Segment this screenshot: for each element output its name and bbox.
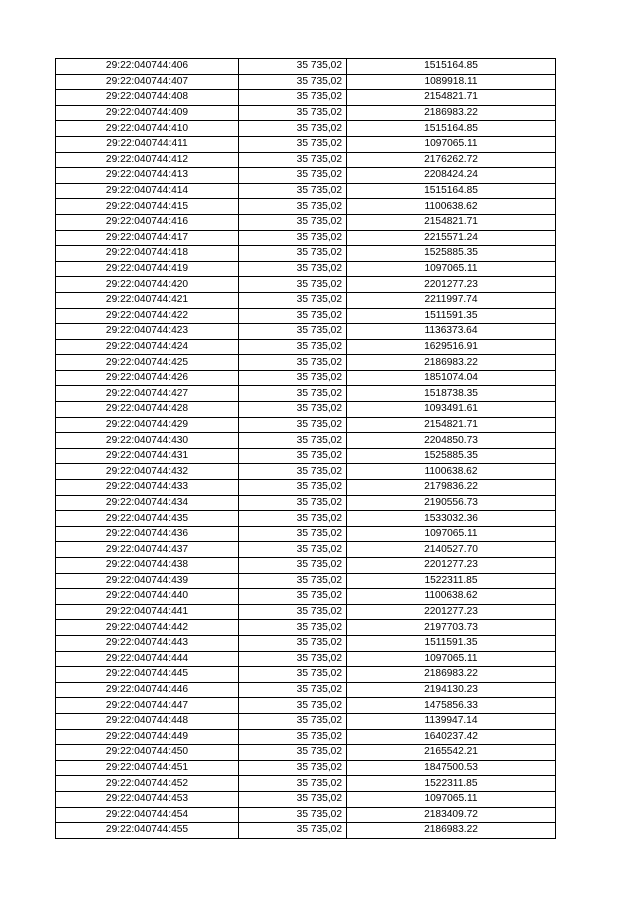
area-cell: 35 735,02: [239, 121, 347, 137]
area-cell: 35 735,02: [239, 558, 347, 574]
cadastral-number-cell: 29:22:040744:417: [56, 230, 239, 246]
cadastral-value-cell: 2190556.73: [347, 495, 556, 511]
cadastral-number-cell: 29:22:040744:438: [56, 558, 239, 574]
cadastral-number-cell: 29:22:040744:448: [56, 713, 239, 729]
cadastral-value-cell: 1515164.85: [347, 59, 556, 75]
cadastral-value-cell: 1089918.11: [347, 74, 556, 90]
area-cell: 35 735,02: [239, 199, 347, 215]
area-cell: 35 735,02: [239, 682, 347, 698]
area-cell: 35 735,02: [239, 402, 347, 418]
cadastral-value-cell: 1847500.53: [347, 760, 556, 776]
table-row: [56, 542, 556, 558]
area-cell: 35 735,02: [239, 261, 347, 277]
cadastral-value-cell: 2179836.22: [347, 480, 556, 496]
table-row: [56, 386, 556, 402]
cadastral-value-cell: 2186983.22: [347, 823, 556, 839]
cadastral-value-cell: 1136373.64: [347, 324, 556, 340]
table-row: [56, 635, 556, 651]
table-row: [56, 448, 556, 464]
area-cell: 35 735,02: [239, 214, 347, 230]
area-cell: 35 735,02: [239, 370, 347, 386]
cadastral-number-cell: 29:22:040744:442: [56, 620, 239, 636]
table-row: [56, 308, 556, 324]
table-row: [56, 495, 556, 511]
cadastral-value-cell: 1097065.11: [347, 136, 556, 152]
cadastral-value-cell: 2154821.71: [347, 214, 556, 230]
area-cell: 35 735,02: [239, 542, 347, 558]
cadastral-number-cell: 29:22:040744:425: [56, 355, 239, 371]
table-row: [56, 480, 556, 496]
table-row: [56, 230, 556, 246]
table-row: [56, 573, 556, 589]
cadastral-number-cell: 29:22:040744:422: [56, 308, 239, 324]
area-cell: 35 735,02: [239, 433, 347, 449]
cadastral-number-cell: 29:22:040744:406: [56, 59, 239, 75]
area-cell: 35 735,02: [239, 59, 347, 75]
cadastral-number-cell: 29:22:040744:411: [56, 136, 239, 152]
table-row: [56, 90, 556, 106]
table-row: [56, 760, 556, 776]
table-row: [56, 823, 556, 839]
area-cell: 35 735,02: [239, 745, 347, 761]
table-row: [56, 292, 556, 308]
cadastral-value-cell: 1851074.04: [347, 370, 556, 386]
area-cell: 35 735,02: [239, 386, 347, 402]
table-row: [56, 651, 556, 667]
area-cell: 35 735,02: [239, 308, 347, 324]
cadastral-value-cell: 1515164.85: [347, 121, 556, 137]
table-row: [56, 464, 556, 480]
area-cell: 35 735,02: [239, 355, 347, 371]
cadastral-number-cell: 29:22:040744:455: [56, 823, 239, 839]
area-cell: 35 735,02: [239, 573, 347, 589]
cadastral-number-cell: 29:22:040744:420: [56, 277, 239, 293]
area-cell: 35 735,02: [239, 635, 347, 651]
area-cell: 35 735,02: [239, 776, 347, 792]
cadastral-number-cell: 29:22:040744:451: [56, 760, 239, 776]
cadastral-value-cell: 2197703.73: [347, 620, 556, 636]
cadastral-value-table: [55, 58, 556, 839]
cadastral-number-cell: 29:22:040744:436: [56, 526, 239, 542]
cadastral-value-cell: 1629516.91: [347, 339, 556, 355]
table-row: [56, 604, 556, 620]
area-cell: 35 735,02: [239, 230, 347, 246]
area-cell: 35 735,02: [239, 90, 347, 106]
cadastral-value-cell: 1522311.85: [347, 776, 556, 792]
cadastral-value-cell: 1518738.35: [347, 386, 556, 402]
cadastral-value-cell: 2211997.74: [347, 292, 556, 308]
table-row: [56, 324, 556, 340]
table-row: [56, 433, 556, 449]
area-cell: 35 735,02: [239, 464, 347, 480]
cadastral-value-cell: 2201277.23: [347, 277, 556, 293]
table-row: [56, 682, 556, 698]
cadastral-number-cell: 29:22:040744:453: [56, 791, 239, 807]
area-cell: 35 735,02: [239, 292, 347, 308]
area-cell: 35 735,02: [239, 729, 347, 745]
table-row: [56, 105, 556, 121]
cadastral-number-cell: 29:22:040744:423: [56, 324, 239, 340]
area-cell: 35 735,02: [239, 620, 347, 636]
area-cell: 35 735,02: [239, 511, 347, 527]
cadastral-number-cell: 29:22:040744:412: [56, 152, 239, 168]
cadastral-number-cell: 29:22:040744:408: [56, 90, 239, 106]
table-row: [56, 776, 556, 792]
table-row: [56, 713, 556, 729]
cadastral-number-cell: 29:22:040744:416: [56, 214, 239, 230]
cadastral-value-cell: 1533032.36: [347, 511, 556, 527]
cadastral-number-cell: 29:22:040744:449: [56, 729, 239, 745]
area-cell: 35 735,02: [239, 246, 347, 262]
table-row: [56, 355, 556, 371]
area-cell: 35 735,02: [239, 807, 347, 823]
table-row: [56, 152, 556, 168]
table-row: [56, 417, 556, 433]
table-row: [56, 620, 556, 636]
cadastral-number-cell: 29:22:040744:414: [56, 183, 239, 199]
table-row: [56, 246, 556, 262]
cadastral-value-cell: 1522311.85: [347, 573, 556, 589]
cadastral-value-cell: 1139947.14: [347, 713, 556, 729]
area-cell: 35 735,02: [239, 651, 347, 667]
cadastral-number-cell: 29:22:040744:431: [56, 448, 239, 464]
cadastral-number-cell: 29:22:040744:421: [56, 292, 239, 308]
table-row: [56, 791, 556, 807]
cadastral-number-cell: 29:22:040744:434: [56, 495, 239, 511]
table-row: [56, 339, 556, 355]
table-row: [56, 74, 556, 90]
area-cell: 35 735,02: [239, 713, 347, 729]
area-cell: 35 735,02: [239, 526, 347, 542]
table-row: [56, 214, 556, 230]
cadastral-number-cell: 29:22:040744:444: [56, 651, 239, 667]
cadastral-number-cell: 29:22:040744:437: [56, 542, 239, 558]
cadastral-value-cell: 1100638.62: [347, 589, 556, 605]
cadastral-value-cell: 2186983.22: [347, 667, 556, 683]
table-row: [56, 121, 556, 137]
cadastral-number-cell: 29:22:040744:452: [56, 776, 239, 792]
table-row: [56, 59, 556, 75]
cadastral-number-cell: 29:22:040744:419: [56, 261, 239, 277]
cadastral-value-cell: 2186983.22: [347, 355, 556, 371]
cadastral-value-cell: 2154821.71: [347, 90, 556, 106]
area-cell: 35 735,02: [239, 791, 347, 807]
table-row: [56, 183, 556, 199]
area-cell: 35 735,02: [239, 168, 347, 184]
cadastral-value-cell: 1515164.85: [347, 183, 556, 199]
cadastral-value-cell: 2183409.72: [347, 807, 556, 823]
area-cell: 35 735,02: [239, 74, 347, 90]
cadastral-value-cell: 1097065.11: [347, 261, 556, 277]
cadastral-number-cell: 29:22:040744:409: [56, 105, 239, 121]
cadastral-number-cell: 29:22:040744:433: [56, 480, 239, 496]
cadastral-value-cell: 1097065.11: [347, 651, 556, 667]
cadastral-number-cell: 29:22:040744:426: [56, 370, 239, 386]
cadastral-number-cell: 29:22:040744:410: [56, 121, 239, 137]
cadastral-value-cell: 1093491.61: [347, 402, 556, 418]
cadastral-number-cell: 29:22:040744:446: [56, 682, 239, 698]
cadastral-number-cell: 29:22:040744:429: [56, 417, 239, 433]
cadastral-number-cell: 29:22:040744:450: [56, 745, 239, 761]
area-cell: 35 735,02: [239, 152, 347, 168]
table-row: [56, 277, 556, 293]
table-row: [56, 526, 556, 542]
cadastral-value-cell: 2204850.73: [347, 433, 556, 449]
area-cell: 35 735,02: [239, 339, 347, 355]
table-row: [56, 558, 556, 574]
cadastral-number-cell: 29:22:040744:427: [56, 386, 239, 402]
area-cell: 35 735,02: [239, 105, 347, 121]
table-body: [56, 59, 556, 839]
cadastral-value-cell: 2201277.23: [347, 604, 556, 620]
area-cell: 35 735,02: [239, 667, 347, 683]
cadastral-value-cell: 2165542.21: [347, 745, 556, 761]
cadastral-value-cell: 1097065.11: [347, 791, 556, 807]
area-cell: 35 735,02: [239, 480, 347, 496]
table-row: [56, 402, 556, 418]
cadastral-number-cell: 29:22:040744:435: [56, 511, 239, 527]
table-row: [56, 199, 556, 215]
table-row: [56, 168, 556, 184]
cadastral-value-cell: 1100638.62: [347, 199, 556, 215]
cadastral-value-cell: 2194130.23: [347, 682, 556, 698]
area-cell: 35 735,02: [239, 823, 347, 839]
table-row: [56, 729, 556, 745]
cadastral-number-cell: 29:22:040744:445: [56, 667, 239, 683]
cadastral-value-cell: 2176262.72: [347, 152, 556, 168]
area-cell: 35 735,02: [239, 448, 347, 464]
area-cell: 35 735,02: [239, 183, 347, 199]
cadastral-value-cell: 1511591.35: [347, 635, 556, 651]
cadastral-value-cell: 1525885.35: [347, 246, 556, 262]
table-row: [56, 589, 556, 605]
cadastral-number-cell: 29:22:040744:440: [56, 589, 239, 605]
table-row: [56, 261, 556, 277]
cadastral-number-cell: 29:22:040744:443: [56, 635, 239, 651]
cadastral-number-cell: 29:22:040744:439: [56, 573, 239, 589]
cadastral-number-cell: 29:22:040744:424: [56, 339, 239, 355]
cadastral-number-cell: 29:22:040744:415: [56, 199, 239, 215]
cadastral-number-cell: 29:22:040744:430: [56, 433, 239, 449]
cadastral-number-cell: 29:22:040744:407: [56, 74, 239, 90]
area-cell: 35 735,02: [239, 324, 347, 340]
cadastral-value-cell: 1640237.42: [347, 729, 556, 745]
area-cell: 35 735,02: [239, 698, 347, 714]
table-row: [56, 807, 556, 823]
cadastral-number-cell: 29:22:040744:418: [56, 246, 239, 262]
table-row: [56, 511, 556, 527]
area-cell: 35 735,02: [239, 417, 347, 433]
cadastral-value-cell: 2215571.24: [347, 230, 556, 246]
area-cell: 35 735,02: [239, 760, 347, 776]
cadastral-number-cell: 29:22:040744:454: [56, 807, 239, 823]
cadastral-value-cell: 1475856.33: [347, 698, 556, 714]
cadastral-value-cell: 2140527.70: [347, 542, 556, 558]
area-cell: 35 735,02: [239, 277, 347, 293]
table-row: [56, 698, 556, 714]
area-cell: 35 735,02: [239, 495, 347, 511]
cadastral-value-cell: 2186983.22: [347, 105, 556, 121]
cadastral-value-cell: 2154821.71: [347, 417, 556, 433]
cadastral-number-cell: 29:22:040744:432: [56, 464, 239, 480]
cadastral-value-cell: 1525885.35: [347, 448, 556, 464]
cadastral-value-cell: 2201277.23: [347, 558, 556, 574]
area-cell: 35 735,02: [239, 604, 347, 620]
table-row: [56, 667, 556, 683]
table-row: [56, 370, 556, 386]
table-row: [56, 136, 556, 152]
cadastral-number-cell: 29:22:040744:428: [56, 402, 239, 418]
cadastral-value-cell: 1097065.11: [347, 526, 556, 542]
table-row: [56, 745, 556, 761]
area-cell: 35 735,02: [239, 589, 347, 605]
area-cell: 35 735,02: [239, 136, 347, 152]
cadastral-value-cell: 1511591.35: [347, 308, 556, 324]
cadastral-number-cell: 29:22:040744:413: [56, 168, 239, 184]
cadastral-number-cell: 29:22:040744:441: [56, 604, 239, 620]
cadastral-value-cell: 2208424.24: [347, 168, 556, 184]
cadastral-value-cell: 1100638.62: [347, 464, 556, 480]
cadastral-number-cell: 29:22:040744:447: [56, 698, 239, 714]
